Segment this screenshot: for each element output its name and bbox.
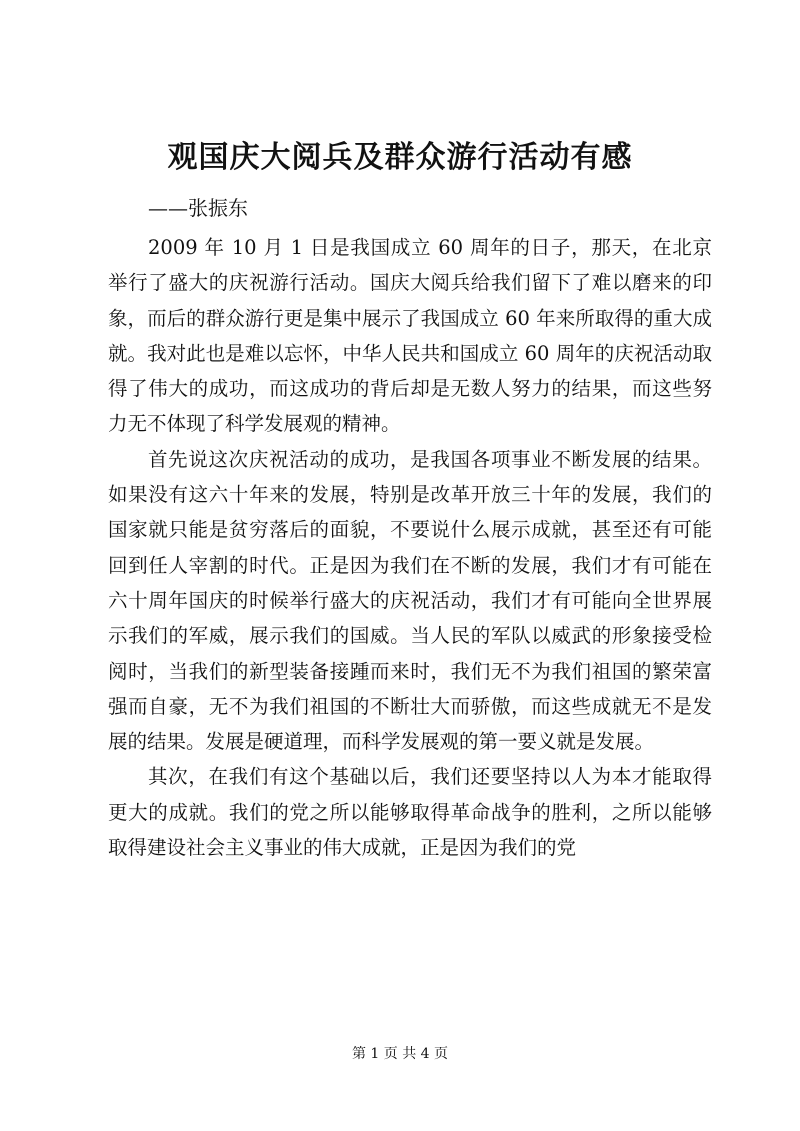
page-number-footer: 第 1 页 共 4 页 <box>351 1046 449 1062</box>
paragraph-1: 2009 年 10 月 1 日是我国成立 60 周年的日子，那天，在北京举行了盛大的庆祝游行活动。国庆大阅兵给我们留下了难以磨来的印象，而后的群众游行更是集中展示了我国成立 60 年来所取得的重大成就。我对此也是难以忘怀，中华人民共和国成立 60 周年的庆祝活动取得了伟大的成功，而这成功的背后却是无数人努力的结果，而这些努力无不体现了科学发展观的精神。 <box>108 236 712 436</box>
author-line: ——张振东 <box>148 196 248 220</box>
paragraph-3: 其次，在我们有这个基础以后，我们还要坚持以人为本才能取得更大的成就。我们的党之所以能够取得革命战争的胜利，之所以能够取得建设社会主义事业的伟大成就，正是因为我们的党 <box>108 765 712 860</box>
page-title: 观国庆大阅兵及群众游行活动有感 <box>167 140 633 175</box>
paragraph-2: 首先说这次庆祝活动的成功，是我国各项事业不断发展的结果。如果没有这六十年来的发展，特别是改革开放三十年的发展，我们的国家就只能是贫穷落后的面貌，不要说什么展示成就，甚至还有可能回到任人宰割的时代。正是因为我们在不断的发展，我们才有可能在六十周年国庆的时候举行盛大的庆祝活动，我们才有可能向全世界展示我们的军威，展示我们的国威。当人民的军队以威武的形象接受检阅时，当我们的新型装备接踵而来时，我们无不为我们祖国的繁荣富强而自豪，无不为我们祖国的不断壮大而骄傲，而这些成就无不是发展的结果。发展是硬道理，而科学发展观的第一要义就是发展。 <box>108 447 712 754</box>
document-body <box>108 230 712 865</box>
